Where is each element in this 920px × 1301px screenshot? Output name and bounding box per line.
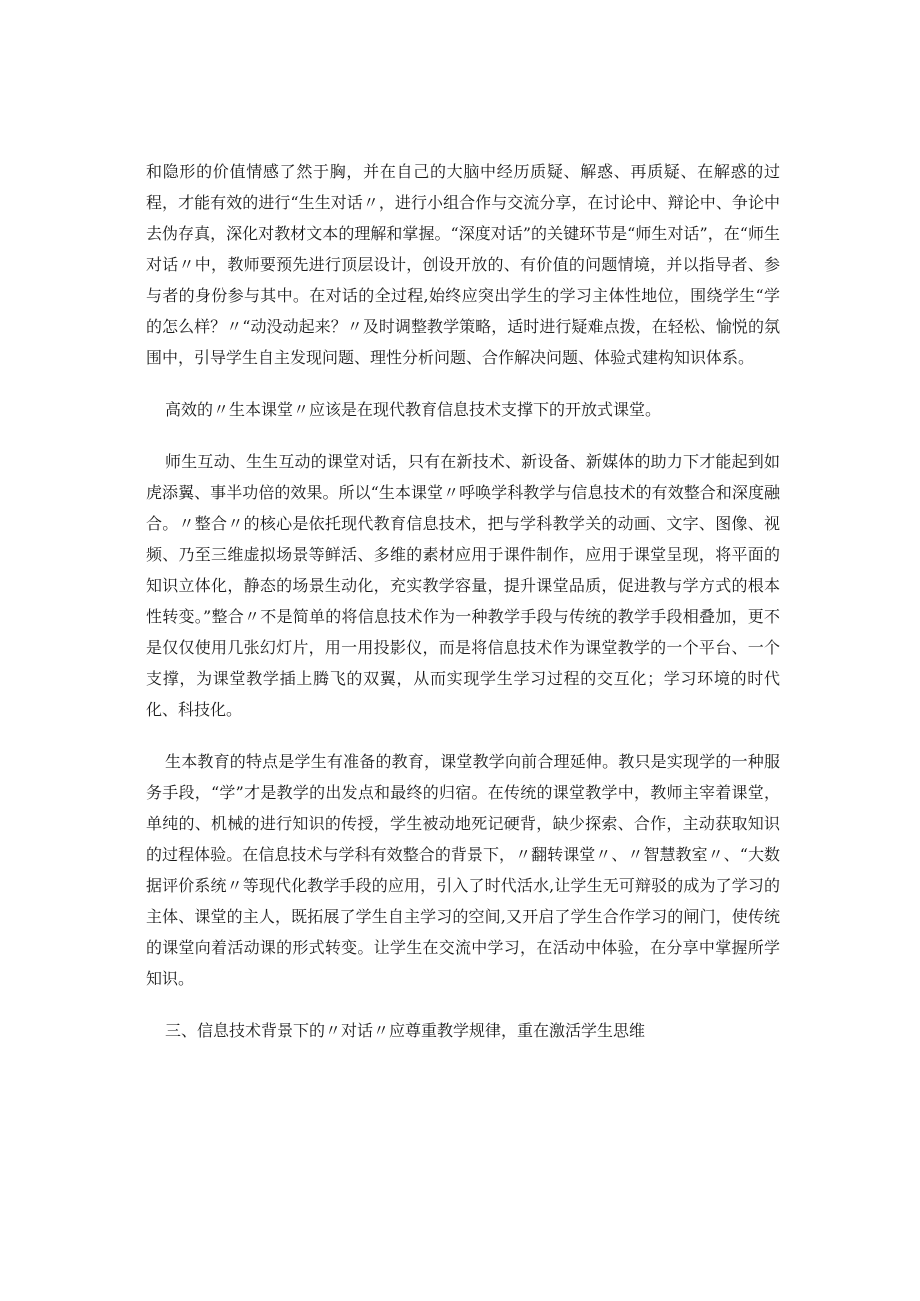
paragraph-student-centered-education: 生本教育的特点是学生有准备的教育，课堂教学向前合理延伸。教只是实现学的一种服务手段，“学”才是教学的出发点和最终的归宿。在传统的课堂教学中，教师主宰着课堂，单纯的、机械的进行知识的传授，学生被动地死记硬背，缺少探索、合作，主动获取知识的过程体验。在信息技术与学科有效整合的背景下，〃翻转课堂〃、〃智慧教室〃、“大数据评价系统〃等现代化教学手段的应用，引入了时代活水,让学生无可辩驳的成为了学习的主体、课堂的主人，既拓展了学生自主学习的空间,又开启了学生合作学习的闸门，使传统的课堂向着活动课的形式转变。让学生在交流中学习，在活动中体验，在分享中掌握所学知识。: [146, 752, 780, 988]
paragraph-open-classroom-thesis: 高效的〃生本课堂〃应该是在现代教育信息技术支撑下的开放式课堂。: [165, 400, 662, 419]
paragraph-technology-integration: 师生互动、生生互动的课堂对话，只有在新技术、新设备、新媒体的助力下才能起到如虎添翼、事半功倍的效果。所以“生本课堂〃呼唤学科教学与信息技术的有效整合和深度融合。〃整合〃的核心是依托现代教育信息技术，把与学科教学关的动画、文字、图像、视频、乃至三维虚拟场景等鲜活、多维的素材应用于课件制作，应用于课堂呈现，将平面的知识立体化，静态的场景生动化，充实教学容量，提升课堂品质，促进教与学方式的根本性转变。”整合〃不是简单的将信息技术作为一种教学手段与传统的教学手段相叠加，更不是仅仅使用几张幻灯片，用一用投影仪，而是将信息技术作为课堂教学的一个平台、一个支撑，为课堂教学插上腾飞的双翼，从而实现学生学习过程的交互化；学习环境的时代化、科技化。: [146, 452, 780, 719]
section-heading-three: 三、信息技术背景下的〃对话〃应尊重教学规律，重在激活学生思维: [165, 1021, 646, 1040]
paragraph-dialogue-process: 和隐形的价值情感了然于胸，并在自己的大脑中经历质疑、解惑、再质疑、在解惑的过程，才能有效的进行“生生对话〃，进行小组合作与交流分享，在讨论中、辩论中、争论中去伪存真，深化对教材文本的理解和掌握。“深度对话”的关键环节是“师生对话”，在“师生对话〃中，教师要预先进行顶层设计，创设开放的、有价值的问题情境，并以指导者、参与者的身份参与其中。在对话的全过程,始终应突出学生的学习主体性地位，围绕学生“学的怎么样？〃“动没动起来？〃及时调整教学策略，适时进行疑难点拨，在轻松、愉悦的氛围中，引导学生自主发现问题、理性分析问题、合作解决问题、体验式建构知识体系。: [146, 162, 780, 367]
document-body: [146, 156, 780, 1067]
